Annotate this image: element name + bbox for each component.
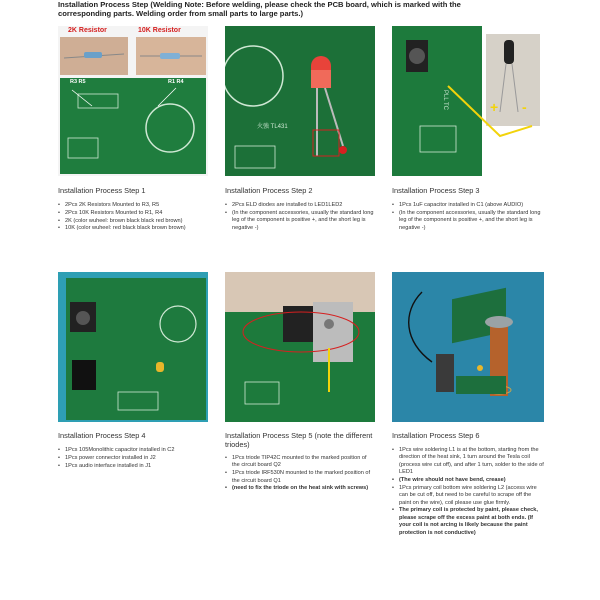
- step2-item: • 2Pcs ELD diodes are installed to LED1LED2: [225, 202, 375, 209]
- step1-item: • 2Pcs 2K Resistors Mounted to R3, R5: [58, 202, 208, 209]
- step4-item: • 1Pcs power connector installed in J2: [58, 455, 208, 462]
- step5-item: • 1Pcs triode IRF530N mounted to the marked position of the circuit board Q1: [225, 470, 375, 485]
- step1-image: [58, 26, 208, 176]
- step1-item: • 10K (color wuheel: red black black brown brown): [58, 225, 208, 232]
- step5-image: [225, 272, 375, 422]
- step2-photo: [225, 26, 375, 176]
- step6-item: • 1Pcs primary coil bottom wire soldering L2 (access wire can be cut off, but need to be careful to scrape off the paint on the wire), coil please use glue firmly.: [392, 485, 544, 507]
- step2-title: Installation Process Step 2: [225, 186, 313, 195]
- resistor-2k-label: 2K Resistor: [68, 27, 107, 34]
- r1r4-label: R1 R4: [168, 79, 184, 85]
- step3-title: Installation Process Step 3: [392, 186, 480, 195]
- step6-photo: [392, 272, 544, 422]
- step4-item: • 1Pcs audio interface installed in J1: [58, 463, 208, 470]
- r3r5-label: R3 R5: [70, 79, 86, 85]
- step5-item: • 1Pcs triode TIP42C mounted to the marked position of the circuit board Q2: [225, 455, 375, 470]
- step5-list: [225, 455, 375, 493]
- step3-list: [392, 202, 542, 232]
- step1-photo: [58, 26, 208, 176]
- step1-title: Installation Process Step 1: [58, 186, 146, 195]
- step3-image: [392, 26, 544, 176]
- resistor-10k-label: 10K Resistor: [138, 27, 181, 34]
- step5-title: Installation Process Step 5 (note the different triodes): [225, 431, 373, 449]
- step2-list: [225, 202, 375, 232]
- welding-note-header: [58, 0, 538, 19]
- step3-item: • (In the component accessories, usually the standard long leg of the component is positive +, and the short leg is negative -): [392, 210, 542, 232]
- header-line-1: Installation Process Step (Welding Note: Before welding, please check the PCB board, which is marked with the: [58, 0, 461, 9]
- step6-item: • The primary coil is protected by paint, please check, please scrape off the excess paint at both ends. (If your coil is not arcing is likely because the paint protection is not conductive): [392, 507, 544, 537]
- minus-sign: -: [522, 99, 527, 115]
- header-line-2: corresponding parts. Welding order from small parts to large parts.): [58, 9, 304, 19]
- step6-title: Installation Process Step 6: [392, 431, 480, 440]
- step4-image: [58, 272, 208, 422]
- step2-image: [225, 26, 375, 176]
- step1-list: [58, 202, 208, 233]
- step1-item: • 2K (color wuheel: brown black black red brown): [58, 218, 208, 225]
- step4-photo: [58, 272, 208, 422]
- pcb-marking-1: 火強 TL431: [257, 124, 288, 130]
- step3-item: • 1Pcs 1uF capacitor installed in C1 (above AUDIO): [392, 202, 542, 209]
- step6-list: [392, 447, 544, 537]
- step1-item: • 2Pcs 10K Resistors Mounted to R1, R4: [58, 210, 208, 217]
- step5-photo: [225, 272, 375, 422]
- plus-sign: +: [490, 99, 499, 115]
- step4-list: [58, 447, 208, 470]
- step6-image: [392, 272, 544, 422]
- step6-item: • (The wire should not have bend, crease): [392, 477, 544, 484]
- step4-title: Installation Process Step 4: [58, 431, 146, 440]
- step6-item: • 1Pcs wire soldering L1 is at the bottom, starting from the direction of the heat sink, 1 turn around the Tesla coil (process wire cut off), and after 1 turn, solder to the side of LED1: [392, 447, 544, 477]
- step3-photo: [392, 26, 544, 176]
- step4-item: • 1Pcs 105Monolithic capacitor installed in C2: [58, 447, 208, 454]
- step5-item: • (need to fix the triode on the heat sink with screws): [225, 485, 375, 492]
- step2-item: • (In the component accessories, usually the standard long leg of the component is positive +, and the short leg is negative -): [225, 210, 375, 232]
- pcb-marking-2: PLL TC: [442, 90, 448, 111]
